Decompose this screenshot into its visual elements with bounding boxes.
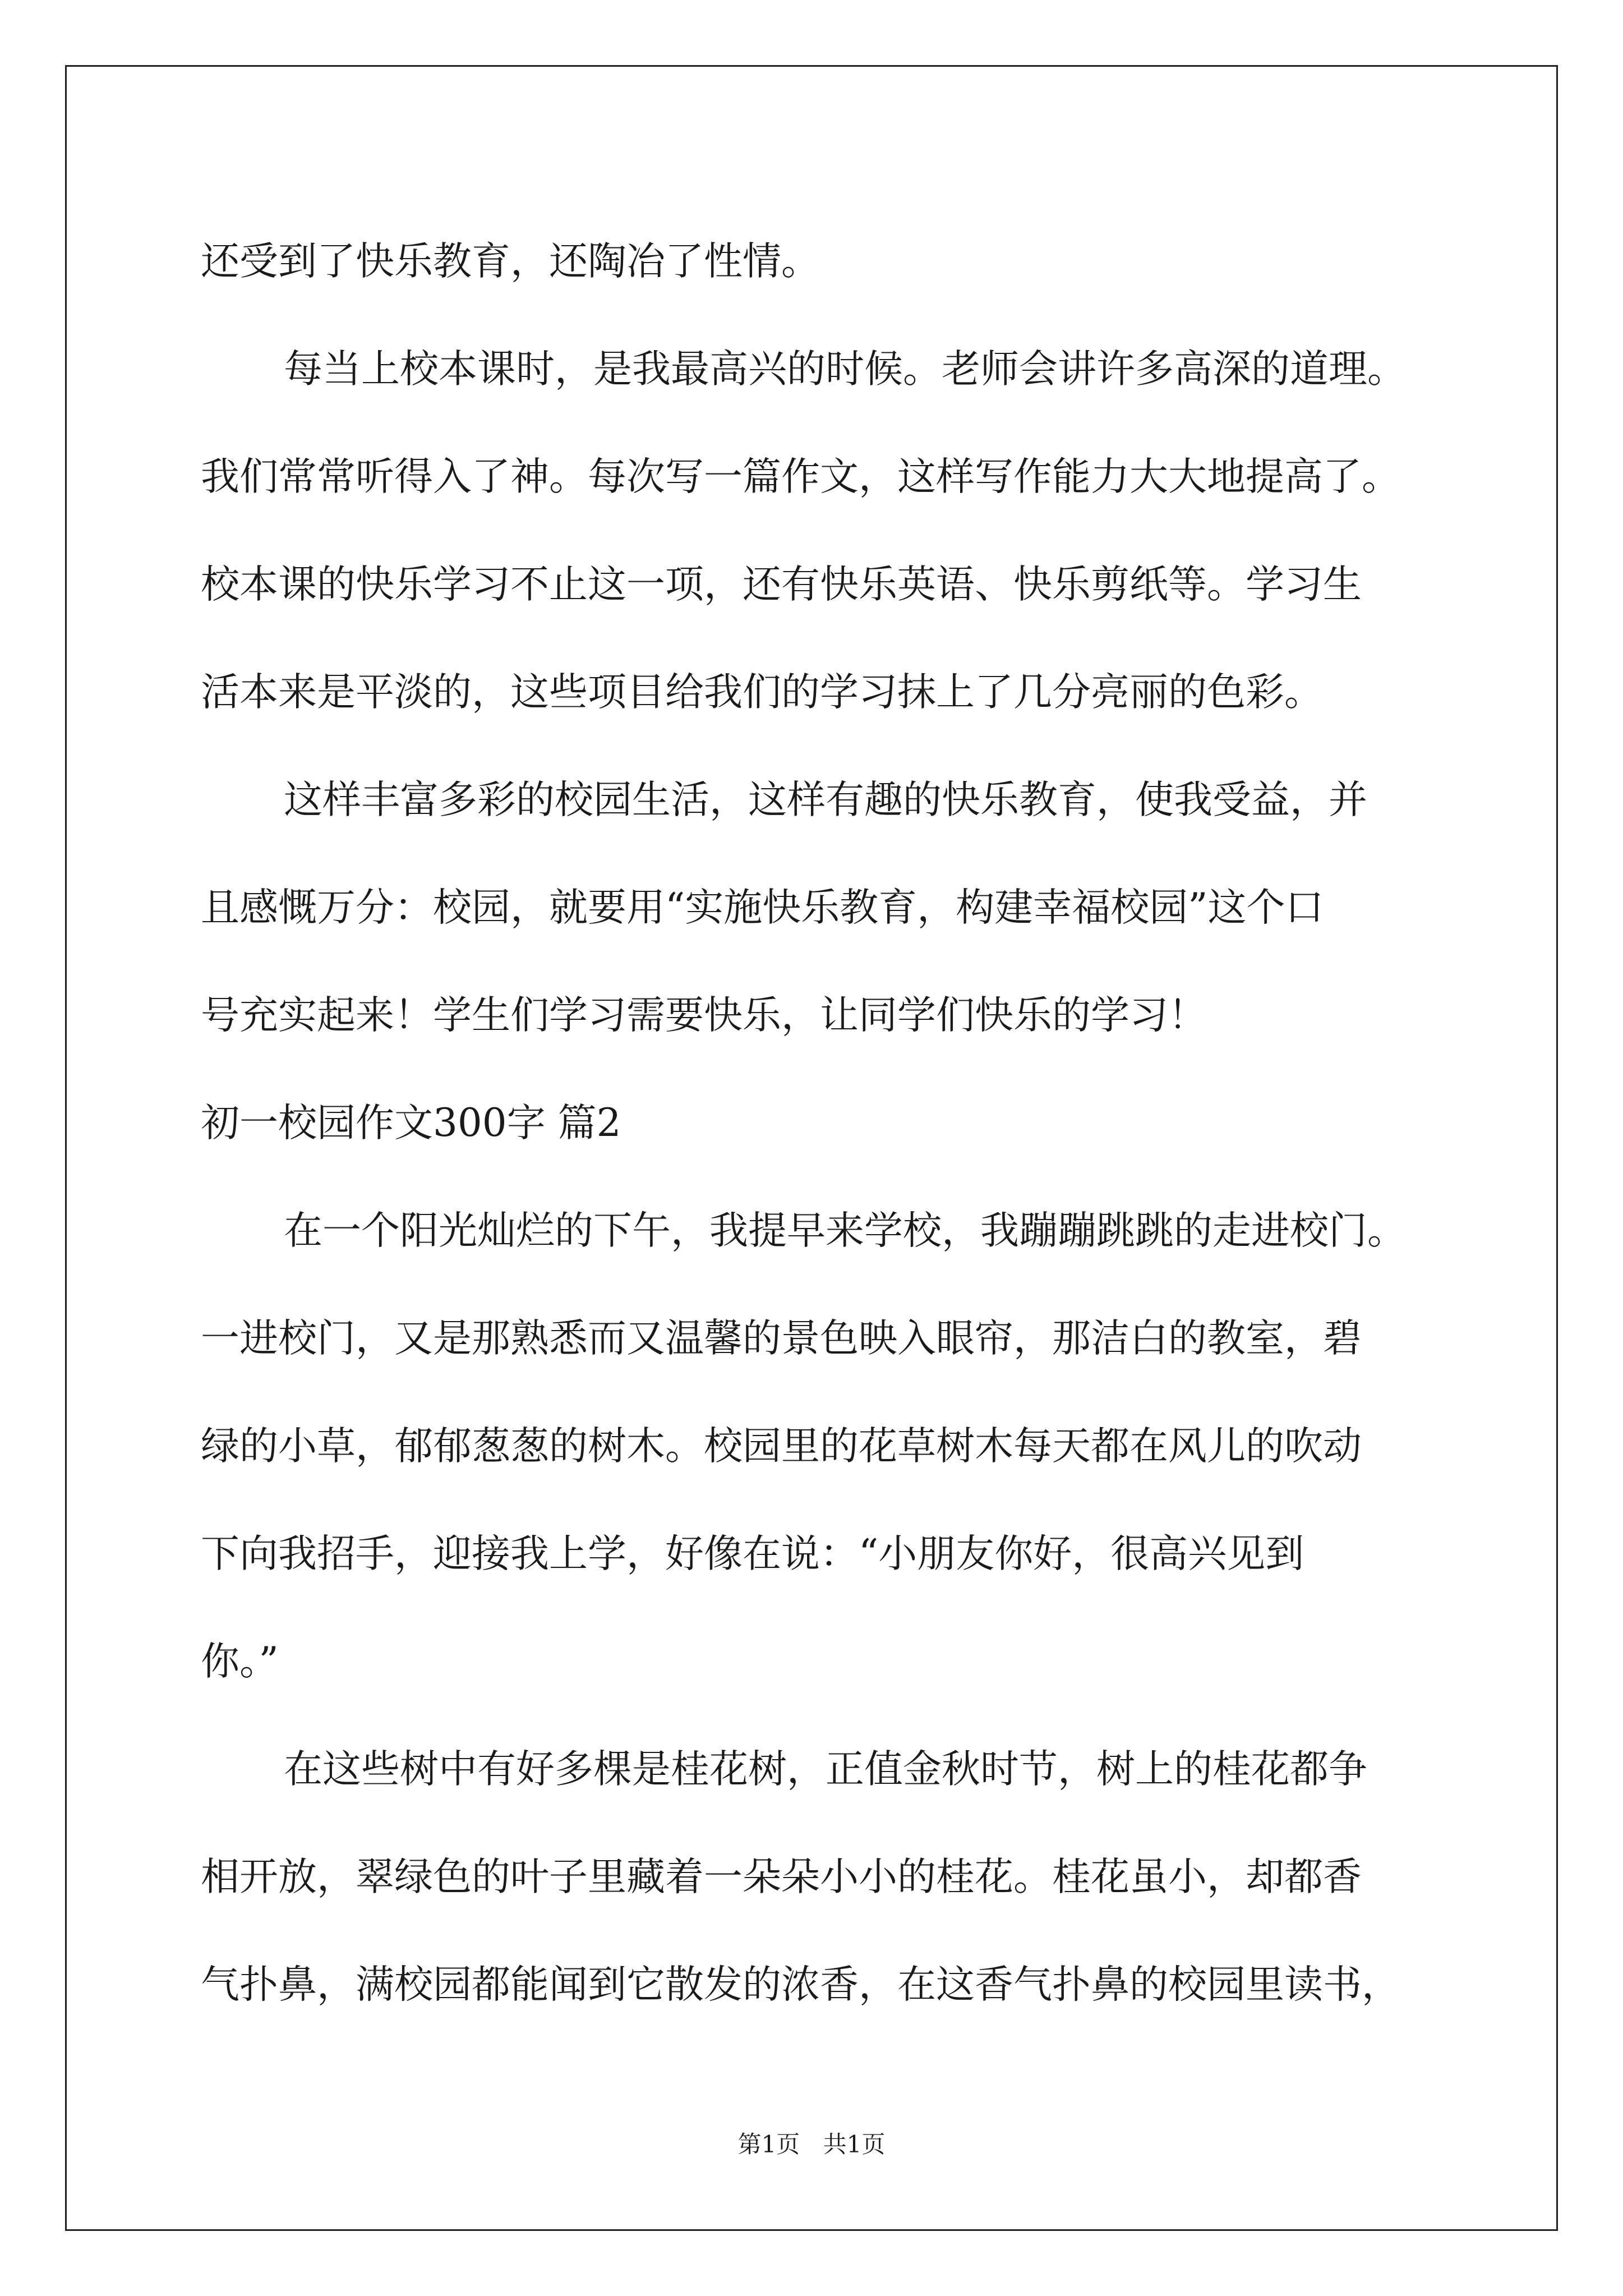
page-number: 第1页 (737, 2131, 800, 2158)
text-line: 还受到了快乐教育，还陶冶了性情。 (201, 239, 820, 284)
text-line: 且感慨万分：校园，就要用“实施快乐教育，构建幸福校园”这个口 (201, 885, 1324, 930)
paragraph (201, 746, 1444, 1069)
paragraph (201, 315, 1444, 746)
paragraph (201, 1177, 1444, 1715)
page-footer (0, 2126, 1623, 2160)
document-body (201, 208, 1444, 2039)
text-line: 绿的小草，郁郁葱葱的树木。校园里的花草树木每天都在风儿的吹动 (201, 1424, 1362, 1469)
text-line: 气扑鼻，满校园都能闻到它散发的浓香，在这香气扑鼻的校园里读书， (201, 1962, 1400, 2007)
text-line: 活本来是平淡的，这些项目给我们的学习抹上了几分亮丽的色彩。 (201, 670, 1323, 715)
paragraph (201, 208, 1444, 315)
text-line: 号充实起来！学生们学习需要快乐，让同学们快乐的学习！ (201, 993, 1207, 1038)
text-line: 下向我招手，迎接我上学，好像在说：“小朋友你好，很高兴见到 (201, 1531, 1304, 1576)
text-line: 你。” (201, 1639, 279, 1684)
text-line: 我们常常听得入了神。每次写一篇作文，这样写作能力大大地提高了。 (201, 454, 1400, 499)
section-title: 初一校园作文300字 篇2 (201, 1101, 621, 1145)
text-line: 相开放，翠绿色的叶子里藏着一朵朵小小的桂花。桂花虽小，却都香 (201, 1855, 1362, 1899)
text-line: 这样丰富多彩的校园生活，这样有趣的快乐教育，使我受益，并 (284, 777, 1367, 822)
text-line: 在一个阳光灿烂的下午，我提早来学校，我蹦蹦跳跳的走进校门。 (284, 1208, 1406, 1253)
page-total: 共1页 (823, 2131, 886, 2158)
text-line: 一进校门，又是那熟悉而又温馨的景色映入眼帘，那洁白的教室，碧 (201, 1316, 1362, 1361)
paragraph (201, 1715, 1444, 2039)
text-line: 校本课的快乐学习不止这一项，还有快乐英语、快乐剪纸等。学习生 (201, 562, 1362, 607)
text-line: 每当上校本课时，是我最高兴的时候。老师会讲许多高深的道理。 (284, 347, 1406, 392)
text-line: 在这些树中有好多棵是桂花树，正值金秋时节，树上的桂花都争 (284, 1747, 1367, 1792)
